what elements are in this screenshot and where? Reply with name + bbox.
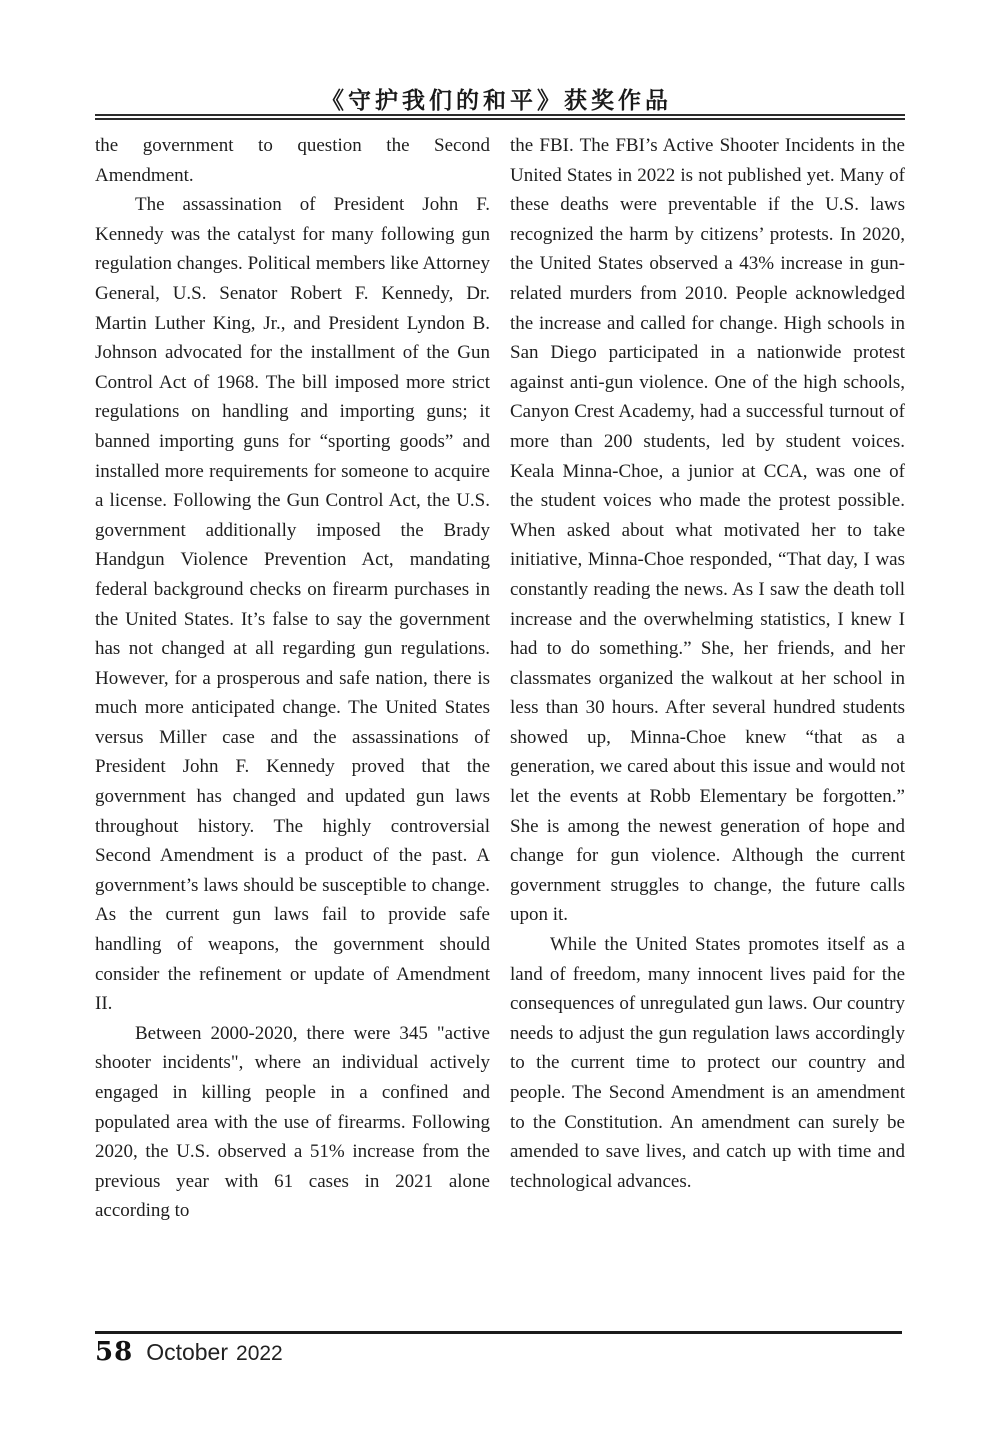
- paragraph: The assassination of President John F. Kennedy was the catalyst for many following gun regulation changes. Political members like Attorney General, U.S. Senator Robert F. Kennedy, Dr. Martin Luther King, Jr., and President Lyndon B. Johnson advocated for the installment of the Gun Control Act of 1968. The bill imposed more strict regulations on handling and importing guns; it banned importing guns for “sporting goods” and installed more requirements for someone to acquire a license. Following the Gun Control Act, the U.S. government additionally imposed the Brady Handgun Violence Prevention Act, mandating federal background checks on firearm purchases in the United States. It’s false to say the government has not changed at all regarding gun regulations. However, for a prosperous and safe nation, there is much more anticipated change. The United States versus Miller case and the assassinations of President John F. Kennedy proved that the government has changed and updated gun laws throughout history. The highly controversial Second Amendment is a product of the past. A government’s laws should be susceptible to change. As the current gun laws fail to provide safe handling of weapons, the government should consider the refinement or update of Amendment II.: [95, 194, 490, 1015]
- article-left-column: [95, 131, 490, 1226]
- paragraph: Between 2000-2020, there were 345 "active shooter incidents", where an individual actively engaged in killing people in a confined and populated area with the use of firearms. Following 2020, the U.S. observed a 51% increase from the previous year with 61 cases in 2021 alone according to: [95, 1022, 490, 1222]
- paragraph-continuation: the FBI. The FBI’s Active Shooter Incidents in the United States in 2022 is not published yet. Many of these deaths were preventable if the U.S. laws recognized the harm by citizens’ protests. In 2020, the United States observed a 43% increase in gun-related murders from 2010. People acknowledged the increase and called for change. High schools in San Diego participated in a nationwide protest against anti-gun violence. One of the high schools, Canyon Crest Academy, had a successful turnout of more than 200 students, led by student voices. Keala Minna-Choe, a junior at CCA, was one of the student voices who made the protest possible. When asked about what motivated her to take initiative, Minna-Choe responded, “That day, I was constantly reading the news. As I saw the death toll increase and the overwhelming statistics, I knew I had to do something.” She, her friends, and her classmates organized the walkout at her school in less than 30 hours. After several hundred students showed up, Minna-Choe knew “that as a generation, we cared about this issue and would not let the events at Robb Elementary be forgotten.” She is among the newest generation of hope and change for gun violence. Although the current government struggles to change, the future calls upon it.: [510, 135, 905, 926]
- page-header-title: 《守护我们的和平》获奖作品: [321, 88, 672, 114]
- page-number: 58: [95, 1337, 134, 1367]
- article-right-column: [510, 131, 905, 1226]
- footer-divider-rule: [95, 1331, 902, 1334]
- paragraph-continuation: the government to question the Second Amendment.: [95, 135, 490, 186]
- paragraph: While the United States promotes itself as a land of freedom, many innocent lives paid for the consequences of unregulated gun laws. Our country needs to adjust the gun regulation laws accordingly to the current time to protect our country and people. The Second Amendment is an amendment to the Constitution. An amendment can surely be amended to save lives, and catch up with time and technological advances.: [510, 934, 905, 1192]
- issue-year: 2022: [236, 1342, 283, 1365]
- article-body: [95, 131, 905, 1226]
- header-divider-rule: [95, 114, 905, 120]
- page-footer: [95, 1337, 283, 1367]
- issue-month: October: [146, 1339, 229, 1365]
- issue-date: [146, 1339, 283, 1366]
